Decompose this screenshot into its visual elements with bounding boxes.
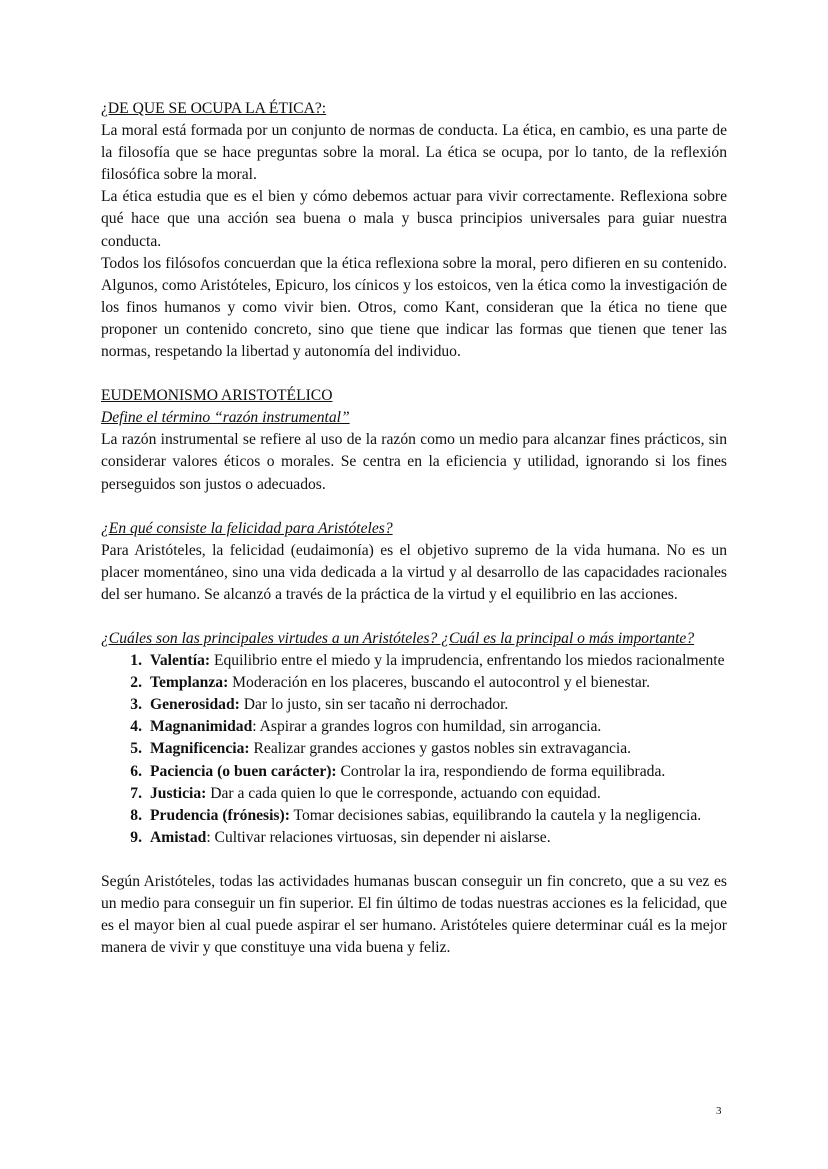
list-item: [101, 650, 727, 672]
list-number: 9.: [130, 828, 142, 846]
spacer: [101, 363, 727, 385]
answer-happiness: Para Aristóteles, la felicidad (eudaimonía) es el objetivo supremo de la vida humana. No es un placer momentáneo, sino una vida dedicada a la virtud y al desarrollo de las capacidades racionales del ser humano. Se alcanzó a través de la práctica de la virtud y el equilibrio en las acciones.: [101, 541, 727, 603]
list-item: [101, 716, 727, 738]
paragraph: La moral está formada por un conjunto de normas de conducta. La ética, en cambio, es una parte de la filosofía que se hace preguntas sobre la moral. La ética se ocupa, por lo tanto, de la reflexión filosófica sobre la moral.: [101, 122, 727, 184]
list-number: 4.: [130, 718, 142, 736]
question-happiness: ¿En qué consiste la felicidad para Aristóteles?: [101, 519, 393, 537]
spacer: [101, 849, 727, 871]
paragraph: La ética estudia que es el bien y cómo debemos actuar para vivir correctamente. Reflexiona sobre qué hace que una acción sea buena o mala y busca principios universales para guiar nuestra conducta.: [101, 188, 727, 250]
list-number: 8.: [130, 806, 142, 824]
virtue-term: Justicia:: [150, 784, 207, 802]
virtue-description: Moderación en los placeres, buscando el autocontrol y el bienestar.: [228, 674, 651, 692]
question-virtues: ¿Cuáles son las principales virtudes a un Aristóteles? ¿Cuál es la principal o más importante?: [101, 629, 695, 647]
list-item: [101, 805, 727, 827]
list-item: [101, 761, 727, 783]
virtue-description: Controlar la ira, respondiendo de forma equilibrada.: [336, 762, 666, 780]
list-item: [101, 694, 727, 716]
list-number: 6.: [130, 762, 142, 780]
question-instrumental-reason: Define el término “razón instrumental”: [101, 409, 350, 427]
virtue-description: : Cultivar relaciones virtuosas, sin depender ni aislarse.: [206, 828, 551, 846]
section-ethics: [101, 98, 727, 363]
virtue-description: Dar lo justo, sin ser tacaño ni derrochador.: [239, 696, 509, 714]
list-item: [101, 672, 727, 694]
section-heading-ethics: ¿DE QUE SE OCUPA LA ÉTICA?:: [101, 100, 327, 117]
spacer: [101, 606, 727, 628]
list-number: 5.: [130, 740, 142, 758]
section-eudemonism: [101, 385, 727, 959]
list-number: 1.: [130, 652, 142, 670]
document-page: [101, 98, 727, 959]
virtue-term: Templanza:: [150, 674, 229, 692]
closing-paragraph: Según Aristóteles, todas las actividades humanas buscan conseguir un fin concreto, que a su vez es un medio para conseguir un fin superior. El fin último de todas nuestras acciones es la felicidad, que es el mayor bien al cual puede aspirar el ser humano. Aristóteles quiere determinar cuál es la mejor manera de vivir y que constituye una vida buena y feliz.: [101, 872, 727, 957]
virtue-term: Valentía:: [150, 652, 211, 670]
virtue-term: Generosidad:: [150, 696, 240, 714]
virtue-term: Magnanimidad: [150, 718, 253, 736]
list-item: [101, 738, 727, 760]
section-heading-eudemonism: EUDEMONISMO ARISTOTÉLICO: [101, 387, 333, 405]
paragraph: Todos los filósofos concuerdan que la ética reflexiona sobre la moral, pero difieren en su contenido. Algunos, como Aristóteles, Epicuro, los cínicos y los estoicos, ven la ética como la investigación de los finos humanos y como vivir bien. Otros, como Kant, consideran que la ética no tiene que proponer un contenido concreto, sino que tiene que indicar las formas que tienen que tener las normas, respetando la libertad y autonomía del individuo.: [101, 254, 727, 361]
virtue-term: Magnificencia:: [150, 740, 250, 758]
virtue-term: Amistad: [150, 828, 207, 846]
virtue-description: Tomar decisiones sabias, equilibrando la cautela y la negligencia.: [289, 806, 702, 824]
virtue-description: Realizar grandes acciones y gastos nobles sin extravagancia.: [249, 740, 632, 758]
virtue-term: Prudencia (frónesis):: [150, 806, 290, 824]
spacer: [101, 496, 727, 518]
list-item: [101, 783, 727, 805]
list-item: [101, 827, 727, 849]
list-number: 7.: [130, 784, 142, 802]
virtue-term: Paciencia (o buen carácter):: [150, 762, 337, 780]
virtues-list: [101, 650, 727, 849]
virtue-description: : Aspirar a grandes logros con humildad, sin arrogancia.: [252, 718, 602, 736]
virtue-description: Equilibrio entre el miedo y la imprudencia, enfrentando los miedos racionalmente: [210, 652, 725, 670]
virtue-description: Dar a cada quien lo que le corresponde, actuando con equidad.: [206, 784, 601, 802]
list-number: 2.: [130, 674, 142, 692]
answer-instrumental-reason: La razón instrumental se refiere al uso de la razón como un medio para alcanzar fines prácticos, sin considerar valores éticos o morales. Se centra en la eficiencia y utilidad, ignorando si los fines perseguidos son justos o adecuados.: [101, 431, 727, 493]
page-number: 3: [716, 1105, 722, 1117]
list-number: 3.: [130, 696, 142, 714]
